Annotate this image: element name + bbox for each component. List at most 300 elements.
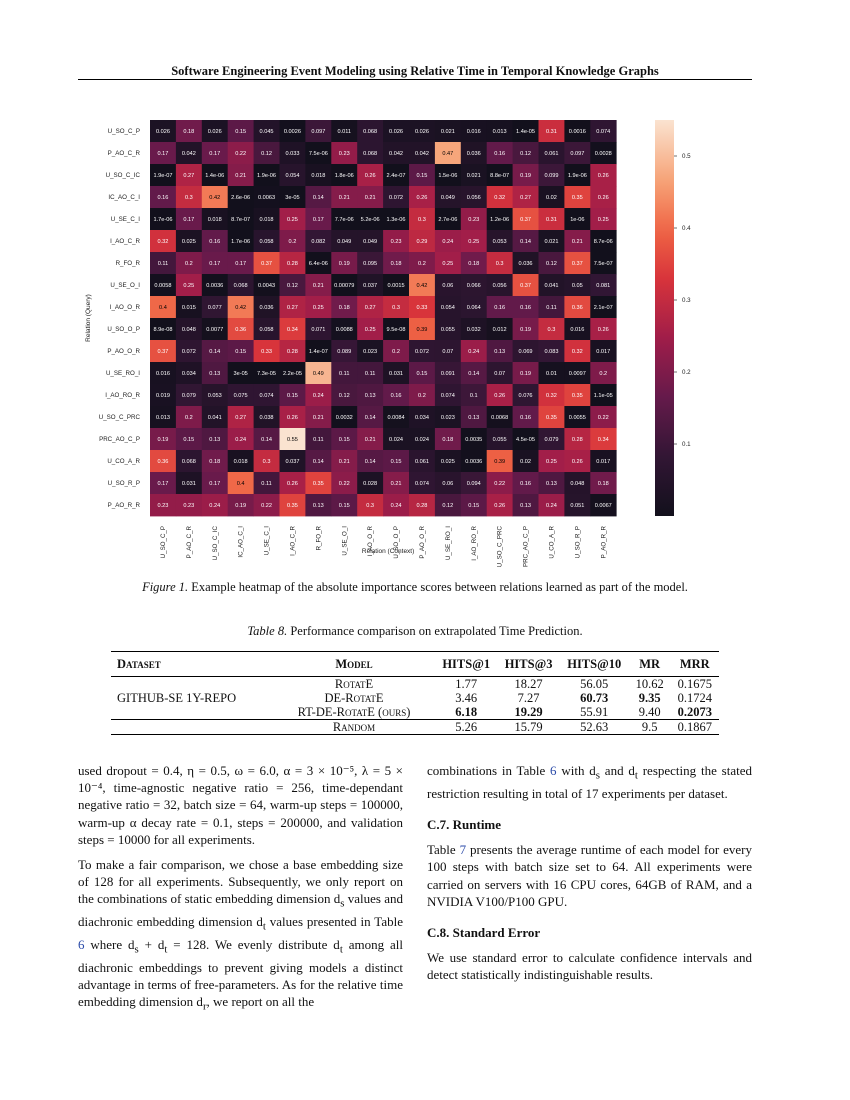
- right-column: [427, 762, 752, 992]
- model-cell: [273, 691, 435, 705]
- cell-value-label: 0.27: [520, 195, 531, 201]
- cell-value-label: 0.33: [261, 349, 272, 355]
- cell-value-label: 0.3: [184, 195, 193, 201]
- column-tick-label: U_SO_O_P: [393, 526, 401, 559]
- column-tick-label: P_AO_R_R: [600, 526, 608, 559]
- cell-value-label: 0.39: [494, 459, 506, 465]
- cell-value-label: 0.49: [312, 371, 324, 377]
- cell-value-label: 0.077: [207, 305, 222, 311]
- cell-value-label: 0.13: [468, 415, 480, 421]
- cell-value-label: 0.25: [183, 283, 195, 289]
- cell-value-label: 0.17: [157, 481, 169, 487]
- mr-cell: 10.62: [635, 677, 664, 691]
- cell-value-label: 0.32: [546, 393, 557, 399]
- heatmap-figure: [0, 100, 850, 570]
- row-tick-label: U_SO_C_P: [107, 128, 140, 135]
- cell-value-label: 7.3e-05: [257, 371, 277, 377]
- cell-value-label: 0.041: [544, 283, 559, 289]
- header-model: Model: [273, 652, 435, 677]
- cell-value-label: 0.082: [311, 239, 326, 245]
- cell-value-label: 0.017: [596, 349, 611, 355]
- cell-value-label: 0.28: [287, 261, 298, 267]
- cell-value-label: 0.068: [181, 459, 196, 465]
- row-tick-label: I_AO_RO_R: [105, 392, 140, 399]
- cell-value-label: 0.18: [468, 261, 480, 267]
- column-tick-label: U_SO_C_IC: [211, 526, 219, 561]
- row-tick-label: U_SE_C_I: [110, 216, 140, 223]
- cell-value-label: 0.021: [544, 239, 559, 245]
- cell-value-label: 0.24: [312, 393, 324, 399]
- cell-value-label: 0.3: [366, 503, 375, 509]
- header-mrr: MRR: [671, 652, 719, 677]
- cell-value-label: 0.22: [494, 481, 506, 487]
- cell-value-label: 0.07: [442, 349, 454, 355]
- hits3-cell: 19.29: [514, 705, 543, 719]
- hits3-cell: 18.27: [514, 677, 543, 691]
- cell-value-label: 0.072: [414, 349, 429, 355]
- cell-value-label: 0.0043: [257, 283, 276, 289]
- cell-value-label: 0.072: [181, 349, 196, 355]
- cell-value-label: 2.1e-07: [593, 305, 613, 311]
- table-reference-link[interactable]: 6: [78, 937, 85, 953]
- cell-value-label: 0.095: [363, 261, 378, 267]
- cell-value-label: 0.045: [259, 129, 274, 135]
- column-tick-label: U_SO_R_P: [574, 526, 582, 559]
- cell-value-label: 0.11: [313, 437, 324, 443]
- cell-value-label: 8.7e-06: [593, 239, 613, 245]
- cell-value-label: 0.22: [235, 151, 247, 157]
- cell-value-label: 0.3: [547, 327, 556, 333]
- cell-value-label: 0.15: [416, 371, 428, 377]
- cell-value-label: 0.099: [544, 173, 559, 179]
- cell-value-label: 0.0026: [283, 129, 302, 135]
- cell-value-label: 5.2e-06: [360, 217, 380, 223]
- cell-value-label: 0.25: [364, 327, 376, 333]
- cell-value-label: 0.068: [363, 151, 378, 157]
- cell-value-label: 0.0088: [335, 327, 353, 333]
- cell-value-label: 2.7e-06: [438, 217, 458, 223]
- row-tick-label: U_SO_O_P: [107, 326, 140, 333]
- cell-value-label: 0.36: [571, 305, 583, 311]
- cell-value-label: 0.19: [157, 437, 169, 443]
- column-tick-label: I_AO_RO_R: [470, 526, 478, 561]
- table-reference-link[interactable]: 6: [550, 763, 557, 778]
- cell-value-label: 0.21: [571, 239, 583, 245]
- cell-value-label: 1.7e-06: [231, 239, 251, 245]
- cell-value-label: 0.14: [520, 239, 531, 245]
- cell-value-label: 0.37: [520, 283, 531, 289]
- header-hits3: HITS@3: [497, 652, 559, 677]
- cell-value-label: 0.23: [338, 151, 350, 157]
- cell-value-label: 0.061: [414, 459, 429, 465]
- cell-value-label: 0.0055: [568, 415, 586, 421]
- dataset-empty-cell: [111, 720, 273, 735]
- cell-value-label: 0.14: [312, 459, 324, 465]
- model-name: RotatE: [334, 677, 374, 691]
- cell-value-label: 0.19: [520, 173, 531, 179]
- cell-value-label: 0.26: [287, 481, 298, 487]
- model-cell: [273, 705, 435, 720]
- cell-value-label: 0.24: [546, 503, 557, 509]
- cell-value-label: 0.048: [570, 481, 585, 487]
- cell-value-label: 0.42: [209, 195, 221, 201]
- cell-value-label: 0.036: [259, 305, 274, 311]
- cell-value-label: 0.0084: [387, 415, 405, 421]
- cell-value-label: 0.27: [287, 305, 298, 311]
- cell-value-label: 0.076: [518, 393, 533, 399]
- cell-value-label: 0.053: [207, 393, 222, 399]
- cell-value-label: 0.22: [597, 415, 609, 421]
- cell-value-label: 0.066: [466, 283, 481, 289]
- cell-value-label: 0.023: [440, 415, 455, 421]
- cell-value-label: 8.8e-07: [490, 173, 510, 179]
- cell-value-label: 0.35: [571, 393, 583, 399]
- cell-value-label: 0.37: [261, 261, 272, 267]
- cell-value-label: 0.048: [181, 327, 196, 333]
- cell-value-label: 0.24: [442, 239, 454, 245]
- cell-value-label: 0.016: [570, 327, 585, 333]
- cell-value-label: 0.18: [338, 305, 350, 311]
- dataset-cell: GITHUB-SE 1Y-REPO: [117, 691, 237, 705]
- cell-value-label: 0.075: [233, 393, 248, 399]
- cell-value-label: 0.13: [546, 481, 557, 487]
- cell-value-label: 0.0015: [387, 283, 405, 289]
- cell-value-label: 0.36: [235, 327, 247, 333]
- column-tick-label: P_AO_C_R: [185, 526, 193, 559]
- cell-value-label: 0.13: [209, 437, 221, 443]
- cell-value-label: 0.091: [440, 371, 455, 377]
- hits3-cell: 15.79: [497, 720, 559, 735]
- cell-value-label: 0.14: [364, 415, 376, 421]
- cell-value-label: 0.27: [183, 173, 195, 179]
- cell-value-label: 0.18: [183, 129, 195, 135]
- cell-value-label: 0.27: [364, 305, 376, 311]
- cell-value-label: 0.25: [312, 305, 324, 311]
- cell-value-label: 0.13: [494, 349, 506, 355]
- cell-value-label: 0.049: [363, 239, 378, 245]
- cell-value-label: 0.26: [416, 195, 428, 201]
- cell-value-label: 0.31: [546, 129, 557, 135]
- cell-value-label: 0.15: [338, 503, 350, 509]
- cell-value-label: 0.042: [414, 151, 429, 157]
- cell-value-label: 0.064: [466, 305, 481, 311]
- colorbar-tick-label: 0.2: [682, 369, 691, 376]
- cell-value-label: 0.15: [338, 437, 350, 443]
- cell-value-label: 2.6e-06: [231, 195, 251, 201]
- cell-value-label: 0.034: [181, 371, 196, 377]
- cell-value-label: 0.3: [392, 305, 400, 311]
- cell-value-label: 1.3e-06: [386, 217, 406, 223]
- cell-value-label: 0.28: [571, 437, 583, 443]
- cell-value-label: 0.016: [155, 371, 170, 377]
- cell-value-label: 0.068: [233, 283, 248, 289]
- cell-value-label: 7.5e-06: [308, 151, 328, 157]
- cell-value-label: 0.07: [494, 371, 506, 377]
- cell-value-label: 0.14: [468, 371, 480, 377]
- cell-value-label: 0.11: [364, 371, 376, 377]
- table-caption: [78, 624, 752, 639]
- model-name: DE-RotatE: [324, 691, 384, 705]
- cell-value-label: 0.3: [495, 261, 504, 267]
- row-tick-label: I_AO_O_R: [109, 304, 140, 311]
- cell-value-label: 0.15: [416, 173, 428, 179]
- cell-value-label: 0.2: [184, 261, 193, 267]
- cell-value-label: 0.26: [597, 327, 609, 333]
- row-tick-label: U_SO_R_P: [107, 480, 140, 487]
- header-hits10: HITS@10: [560, 652, 629, 677]
- figure-caption-text: Example heatmap of the absolute importance scores between relations learned as part of the model.: [191, 580, 688, 594]
- table-row: [111, 720, 719, 735]
- row-tick-label: IC_AO_C_I: [108, 194, 140, 201]
- mr-cell: 9.40: [638, 705, 661, 719]
- cell-value-label: 0.026: [414, 129, 429, 135]
- cell-value-label: 0.26: [571, 459, 583, 465]
- cell-value-label: 1.4e-06: [205, 173, 225, 179]
- cell-value-label: 0.12: [338, 393, 350, 399]
- row-tick-label: P_AO_C_R: [107, 150, 140, 157]
- cell-value-label: 0.17: [157, 151, 169, 157]
- cell-value-label: 0.033: [285, 151, 300, 157]
- cell-value-label: 0.16: [209, 239, 221, 245]
- column-tick-label: I_AO_C_R: [289, 526, 297, 556]
- cell-value-label: 0.28: [287, 349, 298, 355]
- cell-value-label: 0.06: [442, 481, 454, 487]
- cell-value-label: 0.031: [181, 481, 196, 487]
- cell-value-label: 0.18: [597, 481, 609, 487]
- colorbar: [655, 120, 674, 516]
- table-row: [111, 677, 719, 692]
- cell-value-label: 0.036: [518, 261, 533, 267]
- cell-value-label: 0.34: [597, 437, 609, 443]
- cell-value-label: 0.019: [155, 393, 170, 399]
- cell-value-label: 0.21: [312, 415, 324, 421]
- cell-value-label: 0.19: [520, 371, 531, 377]
- cell-value-label: 0.061: [544, 151, 559, 157]
- cell-value-label: 0.2: [288, 239, 297, 245]
- row-tick-label: U_SO_C_IC: [105, 172, 140, 179]
- column-tick-label: U_SE_RO_I: [444, 526, 452, 561]
- cell-value-label: 0.32: [494, 195, 506, 201]
- cell-value-label: 0.034: [414, 415, 429, 421]
- paragraph: combinations in Table 6 with $d_s$ and $d_t$ respecting the stated restriction resulting in total of 17 experiments per dataset.: [427, 763, 752, 801]
- cell-value-label: 0.31: [546, 217, 557, 223]
- cell-value-label: 0.55: [287, 437, 298, 443]
- section-heading-runtime: C.7. Runtime: [427, 817, 502, 832]
- column-tick-label: U_SO_C_P: [159, 526, 167, 559]
- header-dataset: Dataset: [111, 652, 273, 677]
- cell-value-label: 0.14: [261, 437, 272, 443]
- row-tick-label: PRC_AO_C_P: [99, 436, 140, 443]
- cell-value-label: 0.22: [261, 503, 272, 509]
- cell-value-label: 0.24: [468, 349, 480, 355]
- cell-value-label: 0.21: [364, 195, 376, 201]
- cell-value-label: 0.018: [259, 217, 274, 223]
- cell-value-label: 0.049: [337, 239, 352, 245]
- column-tick-label: U_SE_C_I: [263, 526, 271, 556]
- cell-value-label: 0.2: [184, 415, 193, 421]
- cell-value-label: 0.0036: [465, 459, 483, 465]
- cell-value-label: 0.15: [235, 129, 247, 135]
- column-tick-label: P_AO_O_R: [418, 526, 426, 559]
- cell-value-label: 0.26: [597, 195, 609, 201]
- model-suffix: (ours): [374, 705, 411, 719]
- cell-value-label: 0.21: [364, 437, 376, 443]
- cell-value-label: 0.017: [596, 459, 611, 465]
- cell-value-label: 0.13: [364, 393, 376, 399]
- cell-value-label: 0.39: [416, 327, 428, 333]
- cell-value-label: 0.0036: [206, 283, 224, 289]
- cell-value-label: 0.13: [209, 371, 221, 377]
- column-tick-label: U_SE_O_I: [341, 526, 349, 556]
- cell-value-label: 0.26: [364, 173, 376, 179]
- cell-value-label: 0.02: [520, 459, 531, 465]
- cell-value-label: 0.069: [518, 349, 533, 355]
- paragraph: To make a fair comparison, we chose a base embedding size of 128 for all experiments. Subsequently, we only report on the combinations of static embedding dimension $d_s$ values and diachronic embedding dimension $d_t$ values presented in Table 6 where $d_s + d_t = 128$. We evenly distribute $d_t$ among all diachronic embeddings to prevent giving models a distinct advantage in terms of free-parameters. As for the relative time embedding dimension $d_r$, we report on all the: [78, 857, 403, 1013]
- cell-value-label: 0.18: [390, 261, 402, 267]
- cell-value-label: 0.21: [235, 173, 247, 179]
- cell-value-label: 4.5e-05: [516, 437, 536, 443]
- cell-value-label: 0.042: [181, 151, 196, 157]
- cell-value-label: 0.21: [390, 481, 402, 487]
- cell-value-label: 0.19: [338, 261, 350, 267]
- cell-value-label: 0.024: [389, 437, 404, 443]
- y-axis-label: Relation (Query): [85, 294, 92, 342]
- cell-value-label: 9.5e-08: [386, 327, 406, 333]
- cell-value-label: 3e-05: [285, 195, 300, 201]
- cell-value-label: 0.2: [418, 261, 426, 267]
- cell-value-label: 0.026: [389, 129, 404, 135]
- cell-value-label: 8.7e-07: [231, 217, 251, 223]
- cell-value-label: 0.06: [442, 283, 454, 289]
- left-column: [78, 762, 403, 1024]
- cell-value-label: 0.14: [364, 459, 376, 465]
- cell-value-label: 0.21: [338, 195, 350, 201]
- colorbar-tick-label: 0.5: [682, 153, 691, 160]
- cell-value-label: 1.5e-06: [438, 173, 458, 179]
- cell-value-label: 0.12: [261, 151, 272, 157]
- cell-value-label: 0.16: [520, 415, 531, 421]
- cell-value-label: 0.32: [157, 239, 169, 245]
- cell-value-label: 0.15: [390, 459, 402, 465]
- cell-value-label: 0.2: [392, 349, 400, 355]
- cell-value-label: 0.025: [181, 239, 196, 245]
- cell-value-label: 0.032: [466, 327, 481, 333]
- cell-value-label: 0.37: [520, 217, 531, 223]
- cell-value-label: 1.2e-06: [490, 217, 510, 223]
- cell-value-label: 0.026: [155, 129, 170, 135]
- cell-value-label: 0.056: [492, 283, 507, 289]
- hits10-cell: 56.05: [580, 677, 609, 691]
- cell-value-label: 0.055: [492, 437, 507, 443]
- cell-value-label: 0.11: [339, 371, 350, 377]
- cell-value-label: 0.18: [209, 459, 221, 465]
- mrr-cell: 0.2073: [677, 705, 712, 719]
- cell-value-label: 1.9e-06: [567, 173, 587, 179]
- performance-table: [111, 651, 719, 735]
- cell-value-label: 0.25: [597, 217, 609, 223]
- cell-value-label: 0.17: [312, 217, 324, 223]
- cell-value-label: 0.081: [596, 283, 611, 289]
- cell-value-label: 0.4: [159, 305, 167, 311]
- paragraph: We use standard error to calculate confidence intervals and detect statistically indistinguishable results.: [427, 950, 752, 983]
- mrr-cell: 0.1867: [671, 720, 719, 735]
- hits10-cell: 60.73: [580, 691, 609, 705]
- cell-value-label: 1.9e-07: [153, 173, 173, 179]
- cell-value-label: 0.00079: [334, 283, 355, 289]
- cell-value-label: 0.016: [466, 129, 481, 135]
- column-tick-label: R_FO_R: [315, 526, 323, 551]
- cell-value-label: 3e-05: [233, 371, 248, 377]
- cell-value-label: 1.4e-07: [308, 349, 328, 355]
- cell-value-label: 0.35: [571, 195, 583, 201]
- cell-value-label: 0.097: [311, 129, 326, 135]
- hits3-cell: 7.27: [517, 691, 540, 705]
- cell-value-label: 0.074: [259, 393, 274, 399]
- cell-value-label: 0.079: [544, 437, 559, 443]
- cell-value-label: 0.21: [338, 459, 350, 465]
- cell-value-label: 0.28: [416, 503, 428, 509]
- cell-value-label: 0.021: [440, 129, 455, 135]
- cell-value-label: 0.013: [492, 129, 507, 135]
- cell-value-label: 0.15: [235, 349, 247, 355]
- cell-value-label: 1e-06: [570, 217, 585, 223]
- cell-value-label: 0.0058: [154, 283, 172, 289]
- cell-value-label: 0.0068: [491, 415, 509, 421]
- cell-value-label: 0.051: [570, 503, 585, 509]
- cell-value-label: 0.0032: [335, 415, 353, 421]
- mrr-cell: 0.1724: [677, 691, 712, 705]
- cell-value-label: 1.7e-06: [153, 217, 173, 223]
- cell-value-label: 0.32: [571, 349, 583, 355]
- cell-value-label: 0.074: [596, 129, 611, 135]
- cell-value-label: 0.4: [236, 481, 245, 487]
- cell-value-label: 0.018: [233, 459, 248, 465]
- cell-value-label: 0.29: [416, 239, 428, 245]
- cell-value-label: 7.5e-07: [593, 261, 613, 267]
- row-tick-label: U_SO_C_PRC: [98, 414, 140, 421]
- cell-value-label: 0.17: [209, 481, 221, 487]
- cell-value-label: 0.0028: [594, 151, 612, 157]
- cell-value-label: 0.12: [546, 261, 557, 267]
- cell-value-label: 0.23: [390, 239, 402, 245]
- cell-value-label: 0.3: [262, 459, 271, 465]
- cell-value-label: 0.023: [363, 349, 378, 355]
- cell-value-label: 0.16: [520, 481, 531, 487]
- cell-value-label: 2.4e-07: [386, 173, 406, 179]
- cell-value-label: 0.21: [312, 283, 324, 289]
- cell-value-label: 0.072: [389, 195, 404, 201]
- cell-value-label: 0.071: [311, 327, 326, 333]
- cell-value-label: 0.17: [183, 217, 195, 223]
- row-tick-label: R_FO_R: [115, 260, 140, 267]
- cell-value-label: 6.4e-06: [308, 261, 328, 267]
- cell-value-label: 0.036: [466, 151, 481, 157]
- cell-value-label: 0.0097: [568, 371, 586, 377]
- x-axis-label: Relation (Context): [361, 548, 415, 555]
- cell-value-label: 0.0067: [594, 503, 612, 509]
- cell-value-label: 0.26: [494, 393, 506, 399]
- table-reference-link[interactable]: 7: [459, 842, 467, 858]
- cell-value-label: 0.19: [520, 327, 531, 333]
- column-tick-label: U_SO_C_PRC: [496, 526, 504, 568]
- row-tick-label: I_AO_C_R: [110, 238, 140, 245]
- cell-value-label: 0.3: [418, 217, 426, 223]
- cell-value-label: 0.05: [571, 283, 583, 289]
- cell-value-label: 0.36: [157, 459, 169, 465]
- cell-value-label: 0.25: [287, 217, 298, 223]
- cell-value-label: 0.012: [492, 327, 507, 333]
- table-header-row: [111, 652, 719, 677]
